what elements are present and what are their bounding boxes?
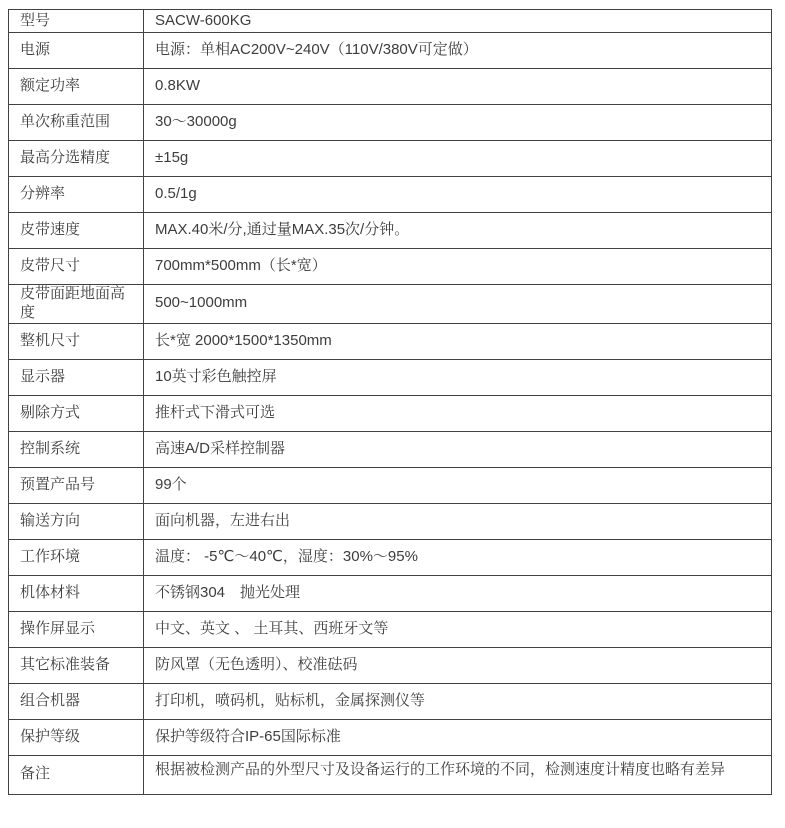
spec-label: 电源 (9, 33, 144, 69)
spec-value: 高速A/D采样控制器 (144, 431, 772, 467)
spec-value: 500~1000mm (144, 285, 772, 324)
spec-value: 保护等级符合IP-65国际标准 (144, 719, 772, 755)
spec-value: MAX.40米/分,通过量MAX.35次/分钟。 (144, 213, 772, 249)
spec-table-body (9, 10, 772, 795)
spec-table (8, 9, 772, 795)
table-row (9, 213, 772, 249)
table-row (9, 431, 772, 467)
spec-label: 组合机器 (9, 683, 144, 719)
table-row (9, 69, 772, 105)
table-row (9, 33, 772, 69)
spec-label: 分辨率 (9, 177, 144, 213)
table-row (9, 177, 772, 213)
table-row (9, 359, 772, 395)
spec-label: 保护等级 (9, 719, 144, 755)
table-row (9, 10, 772, 33)
spec-label: 整机尺寸 (9, 323, 144, 359)
spec-label: 工作环境 (9, 539, 144, 575)
spec-value: 中文、英文 、 土耳其、西班牙文等 (144, 611, 772, 647)
spec-label: 皮带尺寸 (9, 249, 144, 285)
spec-value: 不锈钢304 抛光处理 (144, 575, 772, 611)
spec-value: 30～30000g (144, 105, 772, 141)
spec-label: 操作屏显示 (9, 611, 144, 647)
spec-label: 输送方向 (9, 503, 144, 539)
spec-value: ±15g (144, 141, 772, 177)
table-row (9, 467, 772, 503)
table-row (9, 755, 772, 794)
spec-label: 显示器 (9, 359, 144, 395)
spec-value: SACW-600KG (144, 10, 772, 33)
spec-label: 皮带面距地面高度 (9, 285, 144, 324)
table-row (9, 141, 772, 177)
table-row (9, 503, 772, 539)
spec-label: 最高分选精度 (9, 141, 144, 177)
table-row (9, 719, 772, 755)
spec-label: 备注 (9, 755, 144, 794)
table-row (9, 611, 772, 647)
spec-label: 额定功率 (9, 69, 144, 105)
table-row (9, 323, 772, 359)
spec-value: 10英寸彩色触控屏 (144, 359, 772, 395)
spec-label: 其它标准装备 (9, 647, 144, 683)
spec-label: 剔除方式 (9, 395, 144, 431)
spec-value: 防风罩（无色透明）、校准砝码 (144, 647, 772, 683)
table-row (9, 647, 772, 683)
spec-value: 推杆式下滑式可选 (144, 395, 772, 431)
spec-value: 面向机器，左进右出 (144, 503, 772, 539)
spec-value: 电源：单相AC200V~240V（110V/380V可定做） (144, 33, 772, 69)
table-row (9, 683, 772, 719)
table-row (9, 105, 772, 141)
spec-value: 0.8KW (144, 69, 772, 105)
spec-label: 皮带速度 (9, 213, 144, 249)
spec-value: 0.5/1g (144, 177, 772, 213)
spec-value: 根据被检测产品的外型尺寸及设备运行的工作环境的不同，检测速度计精度也略有差异 (144, 755, 772, 794)
table-row (9, 249, 772, 285)
spec-value: 99个 (144, 467, 772, 503)
spec-label: 控制系统 (9, 431, 144, 467)
table-row (9, 539, 772, 575)
spec-value: 700mm*500mm（长*宽） (144, 249, 772, 285)
spec-value: 温度： -5℃～40℃，湿度：30%～95% (144, 539, 772, 575)
table-row (9, 285, 772, 324)
spec-label: 单次称重范围 (9, 105, 144, 141)
table-row (9, 575, 772, 611)
spec-label: 机体材料 (9, 575, 144, 611)
spec-label: 预置产品号 (9, 467, 144, 503)
spec-value: 打印机，喷码机，贴标机，金属探测仪等 (144, 683, 772, 719)
spec-label: 型号 (9, 10, 144, 33)
table-row (9, 395, 772, 431)
spec-value: 长*宽 2000*1500*1350mm (144, 323, 772, 359)
